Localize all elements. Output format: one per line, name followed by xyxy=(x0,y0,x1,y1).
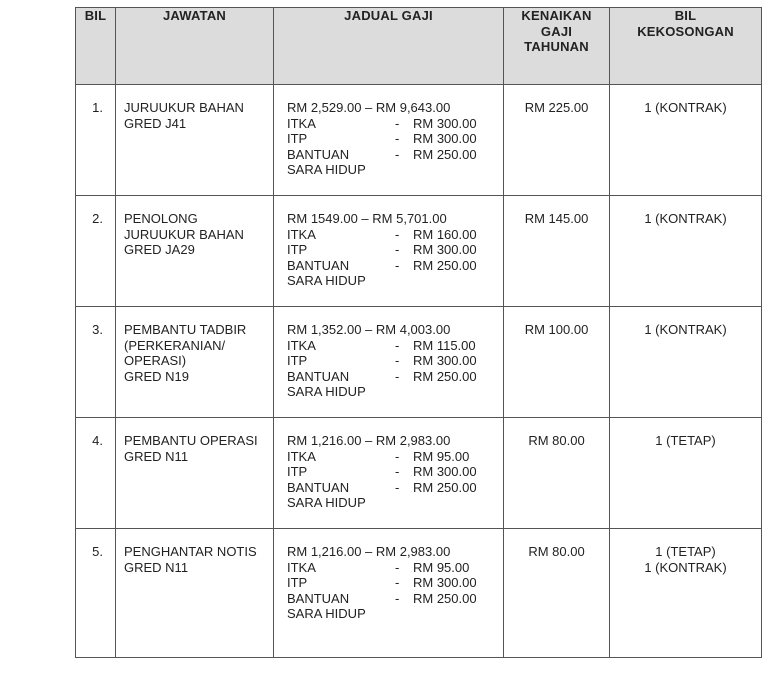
itp-row-amount: RM 300.00 xyxy=(413,242,477,257)
bantuan-row-amount: RM 250.00 xyxy=(413,146,477,162)
table-row xyxy=(76,196,762,307)
bantuan-row-amount: RM 250.00 xyxy=(413,368,477,384)
kenaikan-cell: RM 225.00 xyxy=(504,85,610,196)
header-jadual-gaji: JADUAL GAJI xyxy=(274,8,504,85)
jawatan-line: JURUUKUR BAHAN xyxy=(124,226,244,242)
header-jawatan: JAWATAN xyxy=(116,8,274,85)
kekosongan-cell xyxy=(610,85,762,196)
kekosongan-cell xyxy=(610,529,762,658)
kenaikan-cell: RM 145.00 xyxy=(504,196,610,307)
itka-row-amount: RM 115.00 xyxy=(413,337,476,353)
bantuan-row-dash: - xyxy=(395,257,400,273)
bantuan-row-dash: - xyxy=(395,479,400,495)
vacancy-table xyxy=(75,7,762,658)
bil-cell: 2. xyxy=(76,196,116,307)
bantuan-row-label: BANTUAN xyxy=(287,590,350,606)
bantuan-row-amount: RM 250.00 xyxy=(413,479,477,495)
itp-row xyxy=(287,131,499,147)
sara-hidup-row-label: SARA HIDUP xyxy=(287,273,366,288)
itp-row-amount: RM 300.00 xyxy=(413,464,477,479)
kekosongan-value: 1 (KONTRAK) xyxy=(644,211,727,226)
jawatan-line: PENGHANTAR NOTIS xyxy=(124,544,257,559)
kekosongan-value: 1 (KONTRAK) xyxy=(644,559,727,575)
jawatan-line: GRED N11 xyxy=(124,559,189,575)
header-row xyxy=(76,8,762,85)
bil-cell: 3. xyxy=(76,307,116,418)
itp-row-amount: RM 300.00 xyxy=(413,353,477,368)
itp-row-label: ITP xyxy=(287,353,308,368)
itp-row xyxy=(287,464,499,480)
itka-row-amount: RM 95.00 xyxy=(413,448,470,464)
itp-row xyxy=(287,575,499,591)
sara-hidup-row xyxy=(287,495,499,511)
itp-row-dash: - xyxy=(395,353,400,368)
itp-row xyxy=(287,353,499,369)
bantuan-row-amount: RM 250.00 xyxy=(413,257,477,273)
bil-cell: 1. xyxy=(76,85,116,196)
jawatan-cell xyxy=(116,85,274,196)
salary-range: RM 1549.00 – RM 5,701.00 xyxy=(287,211,447,226)
itka-row xyxy=(287,560,499,576)
jawatan-cell xyxy=(116,418,274,529)
itka-row xyxy=(287,449,499,465)
itp-row-dash: - xyxy=(395,575,400,590)
bil-cell: 4. xyxy=(76,418,116,529)
itp-row-amount: RM 300.00 xyxy=(413,131,477,146)
kenaikan-cell: RM 80.00 xyxy=(504,418,610,529)
kekosongan-cell xyxy=(610,196,762,307)
bil-cell: 5. xyxy=(76,529,116,658)
itka-row-label: ITKA xyxy=(287,226,316,242)
itp-row-dash: - xyxy=(395,464,400,479)
itka-row-dash: - xyxy=(395,337,400,353)
kekosongan-cell xyxy=(610,418,762,529)
kenaikan-cell: RM 80.00 xyxy=(504,529,610,658)
bantuan-row-label: BANTUAN xyxy=(287,257,350,273)
itka-row xyxy=(287,227,499,243)
itka-row-dash: - xyxy=(395,448,400,464)
header-kenaikan-line: GAJI xyxy=(540,23,573,39)
bantuan-row-dash: - xyxy=(395,368,400,384)
sara-hidup-row-label: SARA HIDUP xyxy=(287,495,366,510)
jadual-gaji-cell xyxy=(274,196,504,307)
sara-hidup-row-label: SARA HIDUP xyxy=(287,606,366,621)
kekosongan-value: 1 (TETAP) xyxy=(655,544,716,559)
jadual-gaji-cell xyxy=(274,85,504,196)
table-row xyxy=(76,85,762,196)
kenaikan-cell: RM 100.00 xyxy=(504,307,610,418)
itp-row-label: ITP xyxy=(287,131,308,146)
itka-row-label: ITKA xyxy=(287,115,316,131)
itka-row-amount: RM 95.00 xyxy=(413,559,470,575)
kekosongan-value: 1 (KONTRAK) xyxy=(644,100,727,115)
itp-row-dash: - xyxy=(395,242,400,257)
kekosongan-value: 1 (TETAP) xyxy=(655,433,716,448)
itka-row xyxy=(287,116,499,132)
sara-hidup-row-label: SARA HIDUP xyxy=(287,384,366,399)
header-kenaikan-gaji-tahunan xyxy=(504,8,610,85)
salary-range: RM 1,216.00 – RM 2,983.00 xyxy=(287,433,451,448)
bantuan-row xyxy=(287,258,499,274)
bantuan-row xyxy=(287,147,499,163)
header-kenaikan-line: TAHUNAN xyxy=(524,39,589,54)
header-kekosongan-line: BIL xyxy=(674,8,697,23)
jawatan-line: GRED N19 xyxy=(124,368,190,384)
itp-row xyxy=(287,242,499,258)
bantuan-row-label: BANTUAN xyxy=(287,368,350,384)
itka-row xyxy=(287,338,499,354)
header-kenaikan-line: KENAIKAN xyxy=(521,8,592,23)
jawatan-line: JURUUKUR BAHAN xyxy=(124,100,244,115)
jawatan-line: GRED JA29 xyxy=(124,242,195,257)
jawatan-cell xyxy=(116,307,274,418)
sara-hidup-row-label: SARA HIDUP xyxy=(287,162,366,177)
jawatan-cell xyxy=(116,529,274,658)
jadual-gaji-cell xyxy=(274,307,504,418)
itka-row-dash: - xyxy=(395,559,400,575)
sara-hidup-row xyxy=(287,273,499,289)
itka-row-label: ITKA xyxy=(287,448,316,464)
bantuan-row xyxy=(287,480,499,496)
jawatan-line: (PERKERANIAN/ xyxy=(124,337,226,353)
itka-row-amount: RM 300.00 xyxy=(413,115,477,131)
jawatan-cell xyxy=(116,196,274,307)
itka-row-label: ITKA xyxy=(287,337,316,353)
bantuan-row-label: BANTUAN xyxy=(287,479,350,495)
header-kekosongan-line: KEKOSONGAN xyxy=(637,23,734,39)
itka-row-dash: - xyxy=(395,115,400,131)
itka-row-label: ITKA xyxy=(287,559,316,575)
sara-hidup-row xyxy=(287,384,499,400)
salary-range: RM 1,216.00 – RM 2,983.00 xyxy=(287,544,451,559)
salary-range: RM 1,352.00 – RM 4,003.00 xyxy=(287,322,451,337)
header-bil-kekosongan xyxy=(610,8,762,85)
itka-row-amount: RM 160.00 xyxy=(413,226,477,242)
table-row xyxy=(76,529,762,658)
sara-hidup-row xyxy=(287,606,499,622)
jadual-gaji-cell xyxy=(274,418,504,529)
table-row xyxy=(76,418,762,529)
itka-row-dash: - xyxy=(395,226,400,242)
bantuan-row-label: BANTUAN xyxy=(287,146,350,162)
jawatan-line: GRED J41 xyxy=(124,115,187,131)
jadual-gaji-cell xyxy=(274,529,504,658)
itp-row-label: ITP xyxy=(287,464,308,479)
bantuan-row-amount: RM 250.00 xyxy=(413,590,477,606)
jawatan-line: PENOLONG xyxy=(124,211,198,226)
header-bil: BIL xyxy=(76,8,116,85)
itp-row-label: ITP xyxy=(287,575,308,590)
bantuan-row xyxy=(287,369,499,385)
jawatan-line: PEMBANTU OPERASI xyxy=(124,433,258,448)
bantuan-row-dash: - xyxy=(395,146,400,162)
sara-hidup-row xyxy=(287,162,499,178)
kekosongan-cell xyxy=(610,307,762,418)
jawatan-line: PEMBANTU TADBIR xyxy=(124,322,247,337)
kekosongan-value: 1 (KONTRAK) xyxy=(644,322,727,337)
salary-range: RM 2,529.00 – RM 9,643.00 xyxy=(287,100,451,115)
table-row xyxy=(76,307,762,418)
jawatan-line: GRED N11 xyxy=(124,448,189,464)
bantuan-row xyxy=(287,591,499,607)
itp-row-dash: - xyxy=(395,131,400,146)
itp-row-label: ITP xyxy=(287,242,308,257)
bantuan-row-dash: - xyxy=(395,590,400,606)
jawatan-line: OPERASI) xyxy=(124,353,187,368)
itp-row-amount: RM 300.00 xyxy=(413,575,477,590)
